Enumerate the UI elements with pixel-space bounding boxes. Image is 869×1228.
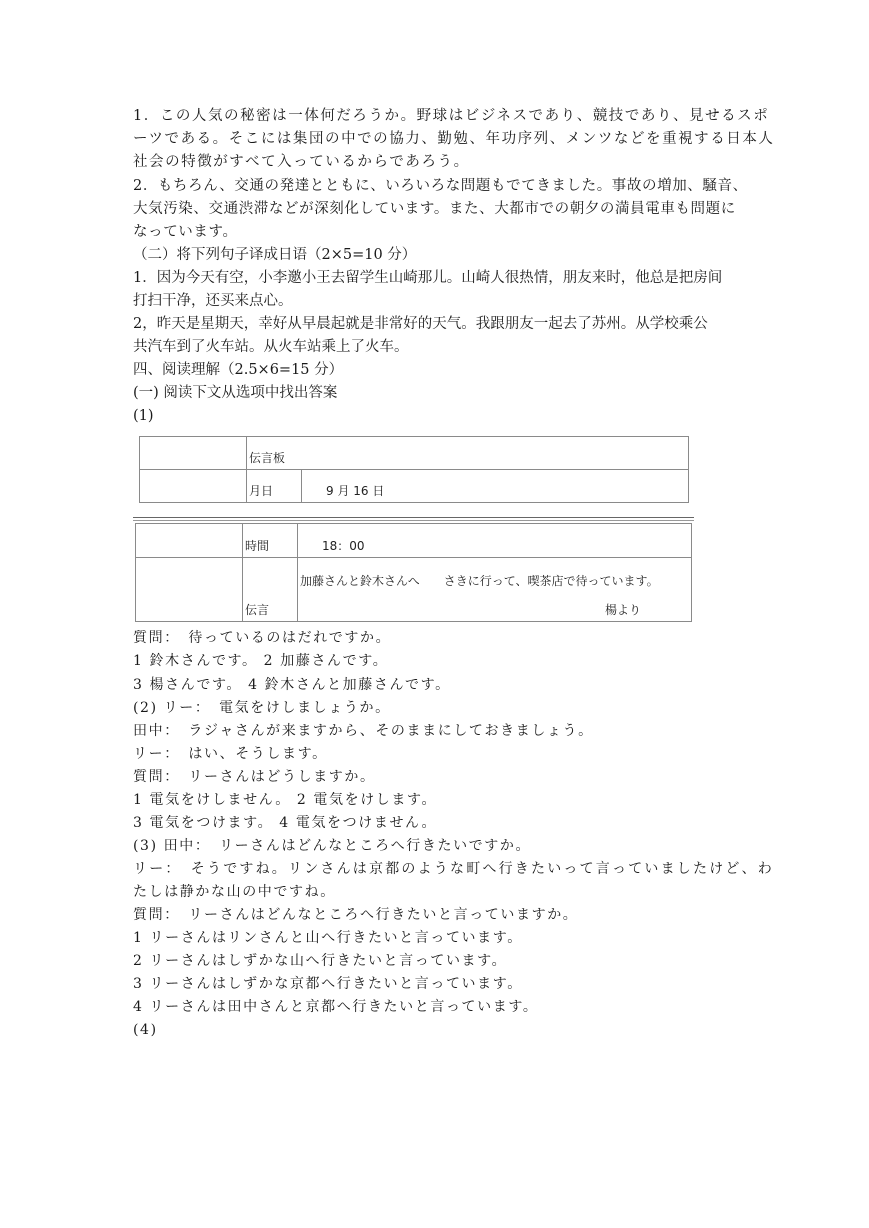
memo-message-sign: 楊より bbox=[604, 603, 641, 617]
memo-message-label: 伝言 bbox=[243, 558, 298, 622]
dialogue-line: たしは静かな山の中ですね。 bbox=[133, 884, 336, 900]
dialogue-line: リー： はい、そうします。 bbox=[133, 746, 328, 762]
section-heading: （二）将下列句子译成日语（2×5=10 分） bbox=[133, 247, 417, 263]
memo-time-value: 18：00 bbox=[298, 524, 692, 558]
dialogue-line: リー： そうですね。リンさんは京都のような町へ行きたいって言っていましたけど、わ bbox=[133, 861, 774, 877]
divider bbox=[133, 517, 694, 521]
dialogue-line: 田中： ラジャさんが来ますから、そのままにしておきましょう。 bbox=[133, 723, 594, 739]
option-line: 3 楊さんです。 4 鈴木さんと加藤さんです。 bbox=[133, 677, 451, 693]
text-line: ーツである。そこには集団の中での協力、勤勉、年功序列、メンツなどを重視する日本人 bbox=[133, 131, 775, 147]
memo-message-text: 加藤さんと鈴木さんへ さきに行って、喫茶店で待っています。 bbox=[300, 574, 659, 588]
text-line: 打扫干净，还买来点心。 bbox=[133, 293, 293, 309]
text-line: 大気汚染、交通渋滞などが深刻化しています。また、大都市での朝夕の満員電車も問題に bbox=[133, 201, 736, 217]
option-line: 1 電気をけしません。 2 電気をけします。 bbox=[133, 792, 438, 808]
question-line: 質問： リーさんはどんなところへ行きたいと言っていますか。 bbox=[133, 907, 579, 923]
option-line: 1 鈴木さんです。 2 加藤さんです。 bbox=[133, 653, 389, 669]
instruction-line: (一) 阅读下文从选项中找出答案 bbox=[133, 385, 338, 401]
text-line: 2．もちろん、交通の発達とともに、いろいろな問題もでてきました。事故の増加、騒音、 bbox=[133, 178, 748, 194]
text-line: 2，昨天是星期天，幸好从早晨起就是非常好的天气。我跟朋友一起去了苏州。从学校乘公 bbox=[133, 316, 708, 332]
text-line: なっています。 bbox=[133, 224, 238, 240]
memo-board-label: 伝言板 bbox=[247, 437, 689, 470]
memo-time-label: 時間 bbox=[243, 524, 298, 558]
text-line: 社会の特徴がすべて入っているからであろう。 bbox=[133, 154, 470, 170]
memo-date-label: 月日 bbox=[247, 470, 302, 503]
memo-blank-cell bbox=[140, 470, 247, 503]
question-number: (1) bbox=[133, 408, 154, 424]
text-line: 共汽车到了火车站。从火车站乘上了火车。 bbox=[133, 339, 409, 355]
memo-message-table bbox=[135, 523, 692, 622]
option-line: 2 リーさんはしずかな山へ行きたいと言っています。 bbox=[133, 953, 508, 969]
option-line: 3 リーさんはしずかな京都へ行きたいと言っています。 bbox=[133, 976, 523, 992]
option-line: 4 リーさんは田中さんと京都へ行きたいと言っています。 bbox=[133, 999, 539, 1015]
dialogue-line: (2) リー： 電気をけしましょうか。 bbox=[133, 700, 391, 716]
memo-blank-cell bbox=[136, 524, 243, 558]
text-line: 1．因为今天有空，小李邀小王去留学生山崎那儿。山崎人很热情，朋友来时，他总是把房间 bbox=[133, 270, 723, 286]
question-line: 質問： 待っているのはだれですか。 bbox=[133, 630, 392, 646]
question-line: 質問： リーさんはどうしますか。 bbox=[133, 769, 376, 785]
memo-blank-cell bbox=[136, 558, 243, 622]
section-heading: 四、阅读理解（2.5×6=15 分） bbox=[133, 362, 344, 378]
memo-date-value: 9 月 16 日 bbox=[302, 470, 689, 503]
memo-message-cell bbox=[298, 558, 692, 622]
memo-board-table bbox=[139, 436, 689, 503]
option-line: 3 電気をつけます。 4 電気をつけません。 bbox=[133, 815, 438, 831]
dialogue-line: (3) 田中： リーさんはどんなところへ行きたいですか。 bbox=[133, 838, 532, 854]
memo-blank-cell bbox=[140, 437, 247, 470]
option-line: 1 リーさんはリンさんと山へ行きたいと言っています。 bbox=[133, 930, 523, 946]
text-line: 1．この人気の秘密は一体何だろうか。野球はビジネスであり、競技であり、見せるスポ bbox=[133, 108, 770, 124]
question-number: (4) bbox=[133, 1022, 158, 1038]
